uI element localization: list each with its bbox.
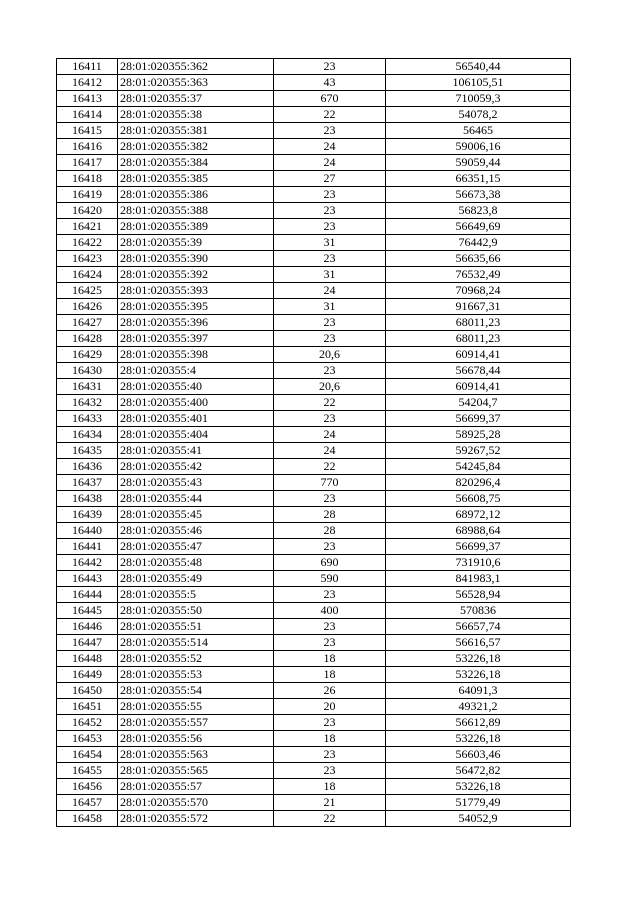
row-number-cell: 16448 [57,651,118,667]
table-row [57,731,571,747]
area-cell: 590 [274,571,386,587]
cadastral-number-cell: 28:01:020355:397 [118,331,274,347]
cadastral-value-table [56,58,571,827]
table-row [57,475,571,491]
cadastral-number-cell: 28:01:020355:44 [118,491,274,507]
cadastral-number-cell: 28:01:020355:363 [118,75,274,91]
cadastral-number-cell: 28:01:020355:54 [118,683,274,699]
row-number-cell: 16442 [57,555,118,571]
cadastral-value-cell: 59059,44 [386,155,571,171]
cadastral-value-cell: 56608,75 [386,491,571,507]
area-cell: 690 [274,555,386,571]
table-row [57,763,571,779]
row-number-cell: 16430 [57,363,118,379]
cadastral-value-cell: 59006,16 [386,139,571,155]
row-number-cell: 16435 [57,443,118,459]
cadastral-value-cell: 56673,38 [386,187,571,203]
cadastral-number-cell: 28:01:020355:38 [118,107,274,123]
row-number-cell: 16420 [57,203,118,219]
cadastral-number-cell: 28:01:020355:563 [118,747,274,763]
cadastral-value-cell: 56472,82 [386,763,571,779]
table-row [57,91,571,107]
row-number-cell: 16424 [57,267,118,283]
cadastral-value-cell: 56603,46 [386,747,571,763]
area-cell: 18 [274,731,386,747]
row-number-cell: 16452 [57,715,118,731]
cadastral-value-cell: 58925,28 [386,427,571,443]
cadastral-value-cell: 53226,18 [386,779,571,795]
area-cell: 22 [274,395,386,411]
table-row [57,427,571,443]
row-number-cell: 16455 [57,763,118,779]
area-cell: 770 [274,475,386,491]
row-number-cell: 16441 [57,539,118,555]
cadastral-value-cell: 59267,52 [386,443,571,459]
cadastral-value-cell: 56699,37 [386,539,571,555]
cadastral-value-cell: 570836 [386,603,571,619]
table-row [57,75,571,91]
table-row [57,699,571,715]
row-number-cell: 16431 [57,379,118,395]
table-row [57,555,571,571]
cadastral-number-cell: 28:01:020355:57 [118,779,274,795]
cadastral-value-cell: 820296,4 [386,475,571,491]
cadastral-value-cell: 76532,49 [386,267,571,283]
cadastral-value-cell: 56528,94 [386,587,571,603]
table-row [57,347,571,363]
cadastral-value-cell: 51779,49 [386,795,571,811]
area-cell: 22 [274,459,386,475]
cadastral-value-cell: 710059,3 [386,91,571,107]
cadastral-number-cell: 28:01:020355:39 [118,235,274,251]
row-number-cell: 16418 [57,171,118,187]
table-row [57,715,571,731]
row-number-cell: 16413 [57,91,118,107]
table-row [57,811,571,827]
table-row [57,203,571,219]
area-cell: 18 [274,651,386,667]
area-cell: 23 [274,251,386,267]
cadastral-number-cell: 28:01:020355:46 [118,523,274,539]
area-cell: 31 [274,299,386,315]
cadastral-value-cell: 106105,51 [386,75,571,91]
row-number-cell: 16457 [57,795,118,811]
cadastral-number-cell: 28:01:020355:41 [118,443,274,459]
table-row [57,315,571,331]
table-row [57,459,571,475]
cadastral-value-cell: 56649,69 [386,219,571,235]
cadastral-number-cell: 28:01:020355:395 [118,299,274,315]
row-number-cell: 16425 [57,283,118,299]
table-row [57,507,571,523]
area-cell: 18 [274,667,386,683]
table-row [57,251,571,267]
row-number-cell: 16414 [57,107,118,123]
cadastral-number-cell: 28:01:020355:55 [118,699,274,715]
row-number-cell: 16437 [57,475,118,491]
row-number-cell: 16447 [57,635,118,651]
cadastral-number-cell: 28:01:020355:570 [118,795,274,811]
area-cell: 28 [274,523,386,539]
cadastral-value-cell: 56540,44 [386,59,571,75]
area-cell: 23 [274,187,386,203]
table-row [57,283,571,299]
cadastral-number-cell: 28:01:020355:362 [118,59,274,75]
table-row [57,667,571,683]
cadastral-number-cell: 28:01:020355:398 [118,347,274,363]
cadastral-number-cell: 28:01:020355:392 [118,267,274,283]
area-cell: 23 [274,747,386,763]
area-cell: 23 [274,203,386,219]
cadastral-value-cell: 60914,41 [386,379,571,395]
area-cell: 43 [274,75,386,91]
table-row [57,299,571,315]
cadastral-number-cell: 28:01:020355:388 [118,203,274,219]
cadastral-number-cell: 28:01:020355:404 [118,427,274,443]
cadastral-number-cell: 28:01:020355:385 [118,171,274,187]
row-number-cell: 16449 [57,667,118,683]
cadastral-value-cell: 64091,3 [386,683,571,699]
area-cell: 23 [274,715,386,731]
cadastral-value-cell: 54204,7 [386,395,571,411]
table-body [57,59,571,827]
row-number-cell: 16417 [57,155,118,171]
table-row [57,747,571,763]
row-number-cell: 16427 [57,315,118,331]
row-number-cell: 16456 [57,779,118,795]
cadastral-value-cell: 56678,44 [386,363,571,379]
row-number-cell: 16438 [57,491,118,507]
row-number-cell: 16434 [57,427,118,443]
cadastral-number-cell: 28:01:020355:37 [118,91,274,107]
area-cell: 23 [274,635,386,651]
table-row [57,539,571,555]
table-row [57,187,571,203]
area-cell: 23 [274,123,386,139]
row-number-cell: 16436 [57,459,118,475]
cadastral-value-cell: 56823,8 [386,203,571,219]
row-number-cell: 16432 [57,395,118,411]
table-row [57,795,571,811]
area-cell: 23 [274,363,386,379]
cadastral-number-cell: 28:01:020355:400 [118,395,274,411]
area-cell: 24 [274,283,386,299]
cadastral-number-cell: 28:01:020355:393 [118,283,274,299]
cadastral-number-cell: 28:01:020355:565 [118,763,274,779]
cadastral-number-cell: 28:01:020355:47 [118,539,274,555]
area-cell: 22 [274,107,386,123]
area-cell: 23 [274,219,386,235]
table-row [57,267,571,283]
cadastral-value-cell: 56465 [386,123,571,139]
cadastral-value-cell: 56635,66 [386,251,571,267]
area-cell: 26 [274,683,386,699]
area-cell: 23 [274,539,386,555]
area-cell: 31 [274,267,386,283]
cadastral-number-cell: 28:01:020355:51 [118,619,274,635]
cadastral-number-cell: 28:01:020355:557 [118,715,274,731]
cadastral-number-cell: 28:01:020355:389 [118,219,274,235]
row-number-cell: 16446 [57,619,118,635]
table-row [57,107,571,123]
row-number-cell: 16429 [57,347,118,363]
table-row [57,123,571,139]
row-number-cell: 16426 [57,299,118,315]
table-row [57,331,571,347]
area-cell: 18 [274,779,386,795]
cadastral-number-cell: 28:01:020355:514 [118,635,274,651]
row-number-cell: 16428 [57,331,118,347]
area-cell: 23 [274,331,386,347]
cadastral-number-cell: 28:01:020355:45 [118,507,274,523]
cadastral-number-cell: 28:01:020355:381 [118,123,274,139]
table-row [57,491,571,507]
table-row [57,779,571,795]
row-number-cell: 16411 [57,59,118,75]
cadastral-value-cell: 91667,31 [386,299,571,315]
row-number-cell: 16443 [57,571,118,587]
row-number-cell: 16440 [57,523,118,539]
row-number-cell: 16454 [57,747,118,763]
table-row [57,683,571,699]
row-number-cell: 16416 [57,139,118,155]
cadastral-value-cell: 54245,84 [386,459,571,475]
cadastral-number-cell: 28:01:020355:4 [118,363,274,379]
table-row [57,155,571,171]
area-cell: 20,6 [274,347,386,363]
table-row [57,603,571,619]
cadastral-number-cell: 28:01:020355:56 [118,731,274,747]
row-number-cell: 16422 [57,235,118,251]
cadastral-value-cell: 70968,24 [386,283,571,299]
table-row [57,139,571,155]
row-number-cell: 16453 [57,731,118,747]
cadastral-value-cell: 841983,1 [386,571,571,587]
row-number-cell: 16423 [57,251,118,267]
cadastral-value-cell: 68011,23 [386,331,571,347]
row-number-cell: 16433 [57,411,118,427]
table-row [57,171,571,187]
table-row [57,443,571,459]
cadastral-value-cell: 49321,2 [386,699,571,715]
cadastral-value-cell: 76442,9 [386,235,571,251]
area-cell: 400 [274,603,386,619]
table-row [57,219,571,235]
cadastral-number-cell: 28:01:020355:49 [118,571,274,587]
area-cell: 23 [274,59,386,75]
cadastral-value-cell: 56616,57 [386,635,571,651]
area-cell: 20 [274,699,386,715]
cadastral-number-cell: 28:01:020355:42 [118,459,274,475]
cadastral-value-cell: 68972,12 [386,507,571,523]
area-cell: 24 [274,155,386,171]
cadastral-value-cell: 68988,64 [386,523,571,539]
cadastral-value-cell: 56612,89 [386,715,571,731]
row-number-cell: 16445 [57,603,118,619]
row-number-cell: 16415 [57,123,118,139]
cadastral-number-cell: 28:01:020355:390 [118,251,274,267]
cadastral-number-cell: 28:01:020355:386 [118,187,274,203]
table-row [57,395,571,411]
cadastral-number-cell: 28:01:020355:382 [118,139,274,155]
cadastral-number-cell: 28:01:020355:572 [118,811,274,827]
area-cell: 20,6 [274,379,386,395]
row-number-cell: 16450 [57,683,118,699]
row-number-cell: 16444 [57,587,118,603]
area-cell: 24 [274,427,386,443]
cadastral-number-cell: 28:01:020355:53 [118,667,274,683]
area-cell: 23 [274,411,386,427]
cadastral-number-cell: 28:01:020355:43 [118,475,274,491]
cadastral-value-cell: 66351,15 [386,171,571,187]
table-row [57,635,571,651]
area-cell: 670 [274,91,386,107]
cadastral-number-cell: 28:01:020355:401 [118,411,274,427]
area-cell: 23 [274,763,386,779]
row-number-cell: 16412 [57,75,118,91]
cadastral-number-cell: 28:01:020355:384 [118,155,274,171]
cadastral-value-cell: 54078,2 [386,107,571,123]
area-cell: 27 [274,171,386,187]
cadastral-value-cell: 53226,18 [386,731,571,747]
cadastral-number-cell: 28:01:020355:48 [118,555,274,571]
table-row [57,235,571,251]
cadastral-value-cell: 54052,9 [386,811,571,827]
table-row [57,379,571,395]
cadastral-value-cell: 56657,74 [386,619,571,635]
table-row [57,59,571,75]
area-cell: 24 [274,139,386,155]
row-number-cell: 16421 [57,219,118,235]
cadastral-value-cell: 53226,18 [386,667,571,683]
area-cell: 31 [274,235,386,251]
cadastral-number-cell: 28:01:020355:52 [118,651,274,667]
cadastral-value-cell: 68011,23 [386,315,571,331]
row-number-cell: 16451 [57,699,118,715]
cadastral-value-cell: 53226,18 [386,651,571,667]
cadastral-value-cell: 56699,37 [386,411,571,427]
table-row [57,411,571,427]
area-cell: 23 [274,619,386,635]
table-row [57,651,571,667]
area-cell: 23 [274,587,386,603]
cadastral-number-cell: 28:01:020355:396 [118,315,274,331]
table-row [57,619,571,635]
table-row [57,571,571,587]
table-row [57,523,571,539]
cadastral-number-cell: 28:01:020355:50 [118,603,274,619]
area-cell: 23 [274,315,386,331]
cadastral-value-cell: 60914,41 [386,347,571,363]
table-row [57,363,571,379]
table-row [57,587,571,603]
area-cell: 28 [274,507,386,523]
area-cell: 23 [274,491,386,507]
area-cell: 24 [274,443,386,459]
area-cell: 21 [274,795,386,811]
area-cell: 22 [274,811,386,827]
row-number-cell: 16419 [57,187,118,203]
row-number-cell: 16458 [57,811,118,827]
cadastral-number-cell: 28:01:020355:5 [118,587,274,603]
cadastral-value-cell: 731910,6 [386,555,571,571]
cadastral-number-cell: 28:01:020355:40 [118,379,274,395]
row-number-cell: 16439 [57,507,118,523]
